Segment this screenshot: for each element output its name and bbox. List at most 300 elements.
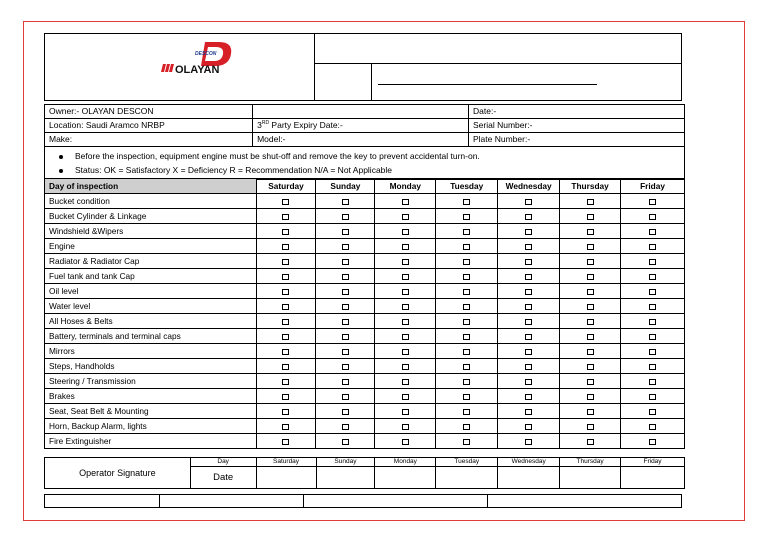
- checkbox-icon[interactable]: [587, 229, 594, 235]
- checkbox-icon[interactable]: [402, 319, 409, 325]
- olayan-descon-logo: [45, 34, 314, 98]
- signature-cell[interactable]: [375, 467, 436, 489]
- status-checkbox-cell[interactable]: [498, 194, 560, 209]
- equipment-info: [44, 104, 685, 180]
- checkbox-icon[interactable]: [402, 439, 409, 445]
- status-checkbox-cell[interactable]: [436, 389, 498, 404]
- checkbox-icon[interactable]: [463, 304, 470, 310]
- inspection-row: [45, 254, 685, 269]
- status-checkbox-cell[interactable]: [560, 329, 621, 344]
- status-checkbox-cell[interactable]: [316, 359, 375, 374]
- checkbox-icon[interactable]: [342, 334, 349, 340]
- checkbox-icon[interactable]: [587, 334, 594, 340]
- checkbox-icon[interactable]: [587, 199, 594, 205]
- status-checkbox-cell[interactable]: [436, 194, 498, 209]
- status-checkbox-cell[interactable]: [256, 434, 316, 449]
- status-checkbox-cell[interactable]: [436, 329, 498, 344]
- checkbox-icon[interactable]: [587, 439, 594, 445]
- signature-cell[interactable]: [621, 467, 685, 489]
- checkbox-icon[interactable]: [463, 274, 470, 280]
- status-checkbox-cell[interactable]: [316, 329, 375, 344]
- date-label: Date: [190, 467, 256, 489]
- status-checkbox-cell[interactable]: [498, 374, 560, 389]
- checkbox-icon[interactable]: [587, 244, 594, 250]
- checkbox-icon[interactable]: [525, 379, 532, 385]
- status-checkbox-cell[interactable]: [316, 344, 375, 359]
- checkbox-icon[interactable]: [587, 289, 594, 295]
- status-checkbox-cell[interactable]: [621, 374, 685, 389]
- status-checkbox-cell[interactable]: [436, 239, 498, 254]
- status-checkbox-cell[interactable]: [256, 239, 316, 254]
- make-field: Make:: [45, 133, 253, 147]
- footer-cell: [45, 495, 160, 508]
- checkbox-icon[interactable]: [649, 364, 656, 370]
- model-field: Model:-: [253, 133, 469, 147]
- checkbox-icon[interactable]: [463, 334, 470, 340]
- status-checkbox-cell[interactable]: [256, 299, 316, 314]
- checkbox-icon[interactable]: [402, 229, 409, 235]
- checkbox-icon[interactable]: [587, 409, 594, 415]
- checkbox-icon[interactable]: [282, 349, 289, 355]
- checkbox-icon[interactable]: [463, 199, 470, 205]
- status-checkbox-cell[interactable]: [316, 284, 375, 299]
- inspection-item-label: Oil level: [45, 284, 257, 299]
- status-checkbox-cell[interactable]: [498, 389, 560, 404]
- status-checkbox-cell[interactable]: [560, 224, 621, 239]
- checkbox-icon[interactable]: [463, 439, 470, 445]
- status-checkbox-cell[interactable]: [256, 314, 316, 329]
- status-checkbox-cell[interactable]: [498, 419, 560, 434]
- checkbox-icon[interactable]: [282, 229, 289, 235]
- inspection-item-label: Bucket condition: [45, 194, 257, 209]
- checkbox-icon[interactable]: [463, 229, 470, 235]
- checkbox-icon[interactable]: [463, 259, 470, 265]
- status-checkbox-cell[interactable]: [436, 359, 498, 374]
- checkbox-icon[interactable]: [402, 409, 409, 415]
- status-checkbox-cell[interactable]: [375, 344, 436, 359]
- checkbox-icon[interactable]: [463, 394, 470, 400]
- checkbox-icon[interactable]: [525, 244, 532, 250]
- status-checkbox-cell[interactable]: [316, 224, 375, 239]
- logo-text-descon: DESCON: [195, 51, 217, 57]
- status-checkbox-cell[interactable]: [498, 329, 560, 344]
- status-checkbox-cell[interactable]: [436, 344, 498, 359]
- status-checkbox-cell[interactable]: [621, 284, 685, 299]
- checkbox-icon[interactable]: [342, 394, 349, 400]
- title-cell: [315, 34, 682, 64]
- checkbox-icon[interactable]: [463, 349, 470, 355]
- status-checkbox-cell[interactable]: [560, 299, 621, 314]
- checkbox-icon[interactable]: [525, 394, 532, 400]
- checkbox-icon[interactable]: [342, 214, 349, 220]
- status-checkbox-cell[interactable]: [621, 389, 685, 404]
- inspection-row: [45, 299, 685, 314]
- checkbox-icon[interactable]: [525, 304, 532, 310]
- sig-day: Friday: [621, 458, 685, 467]
- checkbox-icon[interactable]: [282, 424, 289, 430]
- inspection-row: [45, 374, 685, 389]
- status-checkbox-cell[interactable]: [256, 329, 316, 344]
- checkbox-icon[interactable]: [525, 364, 532, 370]
- status-checkbox-cell[interactable]: [375, 389, 436, 404]
- status-checkbox-cell[interactable]: [256, 224, 316, 239]
- status-checkbox-cell[interactable]: [375, 404, 436, 419]
- serial-field: Serial Number:-: [469, 119, 685, 133]
- checkbox-icon[interactable]: [649, 304, 656, 310]
- operator-signature-label: Operator Signature: [45, 458, 191, 489]
- status-checkbox-cell[interactable]: [621, 419, 685, 434]
- checkbox-icon[interactable]: [649, 334, 656, 340]
- checkbox-icon[interactable]: [282, 244, 289, 250]
- status-checkbox-cell[interactable]: [621, 344, 685, 359]
- checkbox-icon[interactable]: [649, 289, 656, 295]
- status-checkbox-cell[interactable]: [256, 344, 316, 359]
- signature-cell[interactable]: [498, 467, 560, 489]
- checkbox-icon[interactable]: [282, 259, 289, 265]
- checkbox-icon[interactable]: [282, 439, 289, 445]
- status-checkbox-cell[interactable]: [256, 194, 316, 209]
- status-checkbox-cell[interactable]: [560, 284, 621, 299]
- inspection-row: [45, 239, 685, 254]
- checkbox-icon[interactable]: [587, 274, 594, 280]
- checkbox-icon[interactable]: [282, 364, 289, 370]
- status-checkbox-cell[interactable]: [621, 269, 685, 284]
- status-checkbox-cell[interactable]: [256, 374, 316, 389]
- checkbox-icon[interactable]: [342, 364, 349, 370]
- status-checkbox-cell[interactable]: [436, 209, 498, 224]
- status-checkbox-cell[interactable]: [375, 329, 436, 344]
- checkbox-icon[interactable]: [463, 379, 470, 385]
- inspection-row: [45, 314, 685, 329]
- checkbox-icon[interactable]: [649, 394, 656, 400]
- status-checkbox-cell[interactable]: [621, 314, 685, 329]
- signature-cell[interactable]: [436, 467, 498, 489]
- status-checkbox-cell[interactable]: [560, 374, 621, 389]
- checkbox-icon[interactable]: [649, 229, 656, 235]
- checkbox-icon[interactable]: [649, 259, 656, 265]
- checkbox-icon[interactable]: [525, 229, 532, 235]
- status-checkbox-cell[interactable]: [621, 299, 685, 314]
- status-checkbox-cell[interactable]: [498, 209, 560, 224]
- inspection-item-label: Battery, terminals and terminal caps: [45, 329, 257, 344]
- checkbox-icon[interactable]: [342, 424, 349, 430]
- status-checkbox-cell[interactable]: [621, 224, 685, 239]
- inspection-row: [45, 359, 685, 374]
- status-checkbox-cell[interactable]: [256, 404, 316, 419]
- checkbox-icon[interactable]: [649, 379, 656, 385]
- status-checkbox-cell[interactable]: [560, 419, 621, 434]
- sig-day: Tuesday: [436, 458, 498, 467]
- status-checkbox-cell[interactable]: [498, 299, 560, 314]
- status-checkbox-cell[interactable]: [498, 434, 560, 449]
- status-checkbox-cell[interactable]: [560, 389, 621, 404]
- status-checkbox-cell[interactable]: [560, 434, 621, 449]
- status-checkbox-cell[interactable]: [560, 194, 621, 209]
- inspection-item-label: Mirrors: [45, 344, 257, 359]
- status-checkbox-cell[interactable]: [436, 299, 498, 314]
- checkbox-icon[interactable]: [649, 214, 656, 220]
- checkbox-icon[interactable]: [402, 289, 409, 295]
- checkbox-icon[interactable]: [525, 424, 532, 430]
- status-checkbox-cell[interactable]: [621, 329, 685, 344]
- checkbox-icon[interactable]: [402, 394, 409, 400]
- status-checkbox-cell[interactable]: [375, 434, 436, 449]
- day-header: Wednesday: [498, 179, 560, 194]
- checkbox-icon[interactable]: [342, 229, 349, 235]
- inspection-row: [45, 434, 685, 449]
- checkbox-icon[interactable]: [525, 439, 532, 445]
- instructions: [45, 147, 685, 180]
- checkbox-icon[interactable]: [587, 394, 594, 400]
- status-checkbox-cell[interactable]: [436, 224, 498, 239]
- status-checkbox-cell[interactable]: [316, 209, 375, 224]
- signature-cell[interactable]: [256, 467, 316, 489]
- checkbox-icon[interactable]: [587, 364, 594, 370]
- checkbox-icon[interactable]: [525, 289, 532, 295]
- inspection-item-label: Horn, Backup Alarm, lights: [45, 419, 257, 434]
- status-checkbox-cell[interactable]: [560, 359, 621, 374]
- status-checkbox-cell[interactable]: [560, 344, 621, 359]
- checkbox-icon[interactable]: [342, 244, 349, 250]
- checkbox-icon[interactable]: [525, 274, 532, 280]
- checkbox-icon[interactable]: [402, 214, 409, 220]
- status-checkbox-cell[interactable]: [375, 374, 436, 389]
- checkbox-icon[interactable]: [402, 274, 409, 280]
- status-checkbox-cell[interactable]: [560, 209, 621, 224]
- inspection-item-label: Seat, Seat Belt & Mounting: [45, 404, 257, 419]
- signature-cell[interactable]: [316, 467, 375, 489]
- status-checkbox-cell[interactable]: [498, 254, 560, 269]
- checkbox-icon[interactable]: [525, 319, 532, 325]
- status-checkbox-cell[interactable]: [560, 269, 621, 284]
- status-checkbox-cell[interactable]: [560, 239, 621, 254]
- status-checkbox-cell[interactable]: [498, 269, 560, 284]
- grid-header-row: [45, 179, 685, 194]
- checkbox-icon[interactable]: [649, 319, 656, 325]
- inspection-item-label: Fuel tank and tank Cap: [45, 269, 257, 284]
- checkbox-icon[interactable]: [587, 424, 594, 430]
- sig-day: Saturday: [256, 458, 316, 467]
- status-checkbox-cell[interactable]: [560, 254, 621, 269]
- status-checkbox-cell[interactable]: [316, 299, 375, 314]
- checkbox-icon[interactable]: [587, 319, 594, 325]
- checkbox-icon[interactable]: [463, 364, 470, 370]
- status-checkbox-cell[interactable]: [621, 359, 685, 374]
- checkbox-icon[interactable]: [525, 349, 532, 355]
- status-checkbox-cell[interactable]: [256, 209, 316, 224]
- checkbox-icon[interactable]: [282, 334, 289, 340]
- status-checkbox-cell[interactable]: [436, 374, 498, 389]
- checkbox-icon[interactable]: [463, 289, 470, 295]
- status-checkbox-cell[interactable]: [316, 389, 375, 404]
- status-checkbox-cell[interactable]: [375, 359, 436, 374]
- checkbox-icon[interactable]: [342, 259, 349, 265]
- doc-line-cell: [372, 63, 682, 100]
- checkbox-icon[interactable]: [649, 274, 656, 280]
- checkbox-icon[interactable]: [649, 424, 656, 430]
- checkbox-icon[interactable]: [525, 409, 532, 415]
- status-checkbox-cell[interactable]: [375, 194, 436, 209]
- status-checkbox-cell[interactable]: [621, 254, 685, 269]
- checkbox-icon[interactable]: [525, 214, 532, 220]
- inspection-row: [45, 209, 685, 224]
- status-checkbox-cell[interactable]: [436, 254, 498, 269]
- status-checkbox-cell[interactable]: [498, 314, 560, 329]
- checkbox-icon[interactable]: [282, 289, 289, 295]
- status-checkbox-cell[interactable]: [256, 254, 316, 269]
- status-checkbox-cell[interactable]: [256, 284, 316, 299]
- sig-day: Sunday: [316, 458, 375, 467]
- inspection-item-label: Water level: [45, 299, 257, 314]
- checkbox-icon[interactable]: [525, 259, 532, 265]
- checkbox-icon[interactable]: [463, 409, 470, 415]
- status-checkbox-cell[interactable]: [498, 344, 560, 359]
- status-checkbox-cell[interactable]: [316, 434, 375, 449]
- checkbox-icon[interactable]: [342, 199, 349, 205]
- status-checkbox-cell[interactable]: [436, 419, 498, 434]
- form-footer: [44, 494, 682, 508]
- status-checkbox-cell[interactable]: [621, 239, 685, 254]
- checkbox-icon[interactable]: [402, 379, 409, 385]
- day-header: Friday: [621, 179, 685, 194]
- checkbox-icon[interactable]: [649, 349, 656, 355]
- signature-block: [44, 457, 685, 489]
- checkbox-icon[interactable]: [463, 214, 470, 220]
- form-header: [44, 33, 682, 101]
- status-checkbox-cell[interactable]: [560, 314, 621, 329]
- status-checkbox-cell[interactable]: [375, 419, 436, 434]
- bullet-icon: [59, 155, 63, 159]
- footer-cell: [488, 495, 682, 508]
- ref-cell: [315, 63, 372, 100]
- inspection-row: [45, 224, 685, 239]
- checkbox-icon[interactable]: [463, 319, 470, 325]
- status-checkbox-cell[interactable]: [316, 374, 375, 389]
- status-checkbox-cell[interactable]: [621, 434, 685, 449]
- inspection-item-label: Radiator & Radiator Cap: [45, 254, 257, 269]
- checkbox-icon[interactable]: [649, 244, 656, 250]
- checkbox-icon[interactable]: [342, 319, 349, 325]
- checkbox-icon[interactable]: [587, 379, 594, 385]
- inspection-row: [45, 404, 685, 419]
- status-checkbox-cell[interactable]: [436, 434, 498, 449]
- status-checkbox-cell[interactable]: [256, 269, 316, 284]
- status-checkbox-cell[interactable]: [316, 419, 375, 434]
- checkbox-icon[interactable]: [402, 349, 409, 355]
- inspection-row: [45, 269, 685, 284]
- checkbox-icon[interactable]: [587, 349, 594, 355]
- status-checkbox-cell[interactable]: [375, 299, 436, 314]
- status-checkbox-cell[interactable]: [256, 419, 316, 434]
- checkbox-icon[interactable]: [282, 304, 289, 310]
- status-checkbox-cell[interactable]: [316, 194, 375, 209]
- status-checkbox-cell[interactable]: [375, 209, 436, 224]
- inspection-item-label: Engine: [45, 239, 257, 254]
- status-checkbox-cell[interactable]: [498, 404, 560, 419]
- status-checkbox-cell[interactable]: [375, 314, 436, 329]
- checkbox-icon[interactable]: [587, 304, 594, 310]
- checkbox-icon[interactable]: [525, 199, 532, 205]
- status-checkbox-cell[interactable]: [375, 224, 436, 239]
- status-checkbox-cell[interactable]: [316, 314, 375, 329]
- checkbox-icon[interactable]: [587, 259, 594, 265]
- checkbox-icon[interactable]: [525, 334, 532, 340]
- status-checkbox-cell[interactable]: [256, 389, 316, 404]
- checkbox-icon[interactable]: [402, 364, 409, 370]
- status-checkbox-cell[interactable]: [560, 404, 621, 419]
- status-checkbox-cell[interactable]: [498, 359, 560, 374]
- checkbox-icon[interactable]: [282, 409, 289, 415]
- inspection-note: Before the inspection, equipment engine must be shut-off and remove the key to prevent accidental turn-on.: [75, 151, 480, 161]
- checkbox-icon[interactable]: [282, 319, 289, 325]
- status-checkbox-cell[interactable]: [621, 209, 685, 224]
- status-checkbox-cell[interactable]: [375, 239, 436, 254]
- day-label: Day: [190, 458, 256, 467]
- checkbox-icon[interactable]: [649, 439, 656, 445]
- checkbox-icon[interactable]: [402, 244, 409, 250]
- checkbox-icon[interactable]: [342, 289, 349, 295]
- checkbox-icon[interactable]: [342, 379, 349, 385]
- signature-cell[interactable]: [560, 467, 621, 489]
- checkbox-icon[interactable]: [402, 424, 409, 430]
- status-checkbox-cell[interactable]: [621, 404, 685, 419]
- inspection-item-label: Steps, Handholds: [45, 359, 257, 374]
- checkbox-icon[interactable]: [342, 304, 349, 310]
- checkbox-icon[interactable]: [342, 409, 349, 415]
- checkbox-icon[interactable]: [282, 274, 289, 280]
- checkbox-icon[interactable]: [587, 214, 594, 220]
- status-checkbox-cell[interactable]: [375, 269, 436, 284]
- checkbox-icon[interactable]: [342, 274, 349, 280]
- status-checkbox-cell[interactable]: [436, 284, 498, 299]
- inspection-item-label: Bucket Cylinder & Linkage: [45, 209, 257, 224]
- day-header: Tuesday: [436, 179, 498, 194]
- status-checkbox-cell[interactable]: [498, 239, 560, 254]
- status-checkbox-cell[interactable]: [436, 314, 498, 329]
- status-checkbox-cell[interactable]: [316, 239, 375, 254]
- status-checkbox-cell[interactable]: [316, 269, 375, 284]
- checkbox-icon[interactable]: [282, 214, 289, 220]
- date-field: Date:-: [469, 105, 685, 119]
- checkbox-icon[interactable]: [282, 394, 289, 400]
- status-checkbox-cell[interactable]: [621, 194, 685, 209]
- status-checkbox-cell[interactable]: [316, 254, 375, 269]
- checkbox-icon[interactable]: [649, 199, 656, 205]
- checkbox-icon[interactable]: [402, 199, 409, 205]
- status-checkbox-cell[interactable]: [375, 254, 436, 269]
- day-of-inspection-header: Day of inspection: [45, 179, 257, 194]
- checkbox-icon[interactable]: [282, 379, 289, 385]
- checkbox-icon[interactable]: [342, 349, 349, 355]
- checkbox-icon[interactable]: [463, 244, 470, 250]
- status-checkbox-cell[interactable]: [498, 224, 560, 239]
- status-checkbox-cell[interactable]: [256, 359, 316, 374]
- inspection-grid: [44, 178, 685, 449]
- checkbox-icon[interactable]: [402, 304, 409, 310]
- status-checkbox-cell[interactable]: [436, 269, 498, 284]
- checkbox-icon[interactable]: [282, 199, 289, 205]
- checkbox-icon[interactable]: [402, 259, 409, 265]
- checkbox-icon[interactable]: [342, 439, 349, 445]
- status-checkbox-cell[interactable]: [498, 284, 560, 299]
- checkbox-icon[interactable]: [402, 334, 409, 340]
- status-checkbox-cell[interactable]: [316, 404, 375, 419]
- checkbox-icon[interactable]: [463, 424, 470, 430]
- status-checkbox-cell[interactable]: [436, 404, 498, 419]
- plate-field: Plate Number:-: [469, 133, 685, 147]
- status-checkbox-cell[interactable]: [375, 284, 436, 299]
- checkbox-icon[interactable]: [649, 409, 656, 415]
